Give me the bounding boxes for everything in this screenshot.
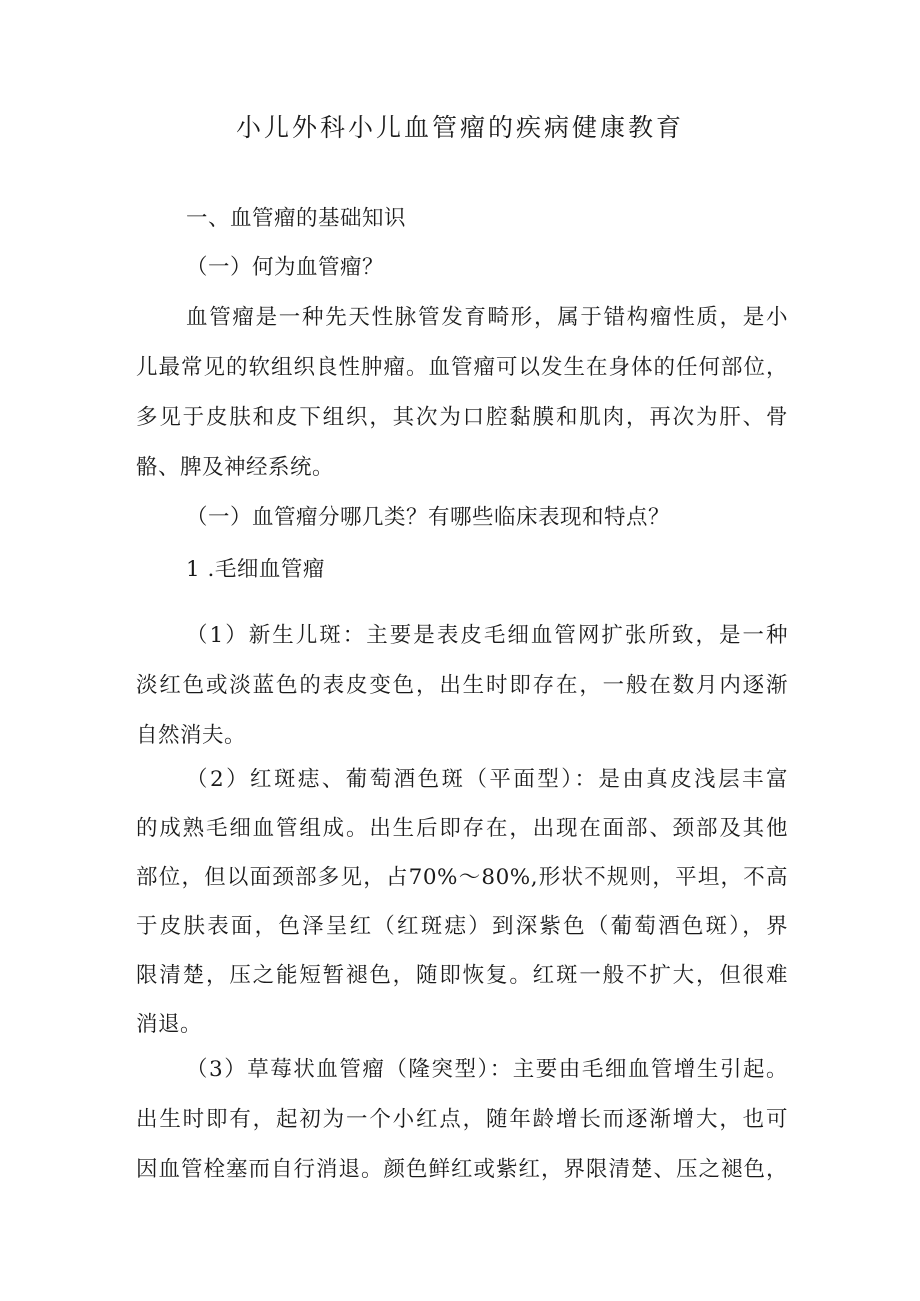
paragraph-line: 儿最常见的软组织良性肿瘤。血管瘤可以发生在身体的任何部位， [136, 355, 788, 380]
paragraph-line: 血管瘤是一种先天性脉管发育畸形，属于错构瘤性质，是小 [186, 305, 788, 330]
paragraph-line: 出生时即有，起初为一个小红点，随年龄增长而逐渐增大，也可 [136, 1107, 788, 1132]
subsection-heading: 1 .毛细血管瘤 [186, 557, 325, 582]
paragraph-line: 的成熟毛细血管组成。出生后即存在，出现在面部、颈部及其他 [136, 816, 788, 841]
paragraph-line: 于皮肤表面，色泽呈红（红斑痣）到深紫色（葡萄酒色斑），界 [136, 914, 788, 939]
paragraph-line: 因血管栓塞而自行消退。颜色鲜红或紫红，界限清楚、压之褪色， [136, 1157, 788, 1182]
paragraph-line: 骼、脾及神经系统。 [136, 455, 335, 480]
paragraph-line: 部位，但以面颈部多见，占70%～80%,形状不规则，平坦，不高 [136, 865, 788, 890]
paragraph-line: 自然消夫。 [136, 723, 247, 748]
question-heading: （一）何为血管瘤？ [186, 255, 385, 280]
paragraph-line: （2）红斑痣、葡萄酒色斑（平面型）：是由真皮浅层丰富 [186, 767, 788, 792]
paragraph-line: 淡红色或淡蓝色的表皮变色，出生时即存在，一般在数月内逐渐 [136, 673, 788, 698]
paragraph-line: （1）新生儿斑：主要是表皮毛细血管网扩张所致，是一种 [186, 623, 788, 648]
paragraph-line: 多见于皮肤和皮下组织，其次为口腔黏膜和肌肉，再次为肝、骨 [136, 405, 788, 430]
question-heading: （一）血管瘤分哪几类？有哪些临床表现和特点？ [186, 505, 671, 530]
section-heading: 一、血管瘤的基础知识 [186, 206, 407, 231]
paragraph-line: 消退。 [136, 1012, 203, 1037]
paragraph-line: （3）草莓状血管瘤（隆突型）：主要由毛细血管增生引起。 [186, 1057, 788, 1082]
document-title: 小儿外科小儿血管瘤的疾病健康教育 [235, 113, 684, 142]
paragraph-line: 限清楚，压之能短暂褪色，随即恢复。红斑一般不扩大，但很难 [136, 963, 788, 988]
